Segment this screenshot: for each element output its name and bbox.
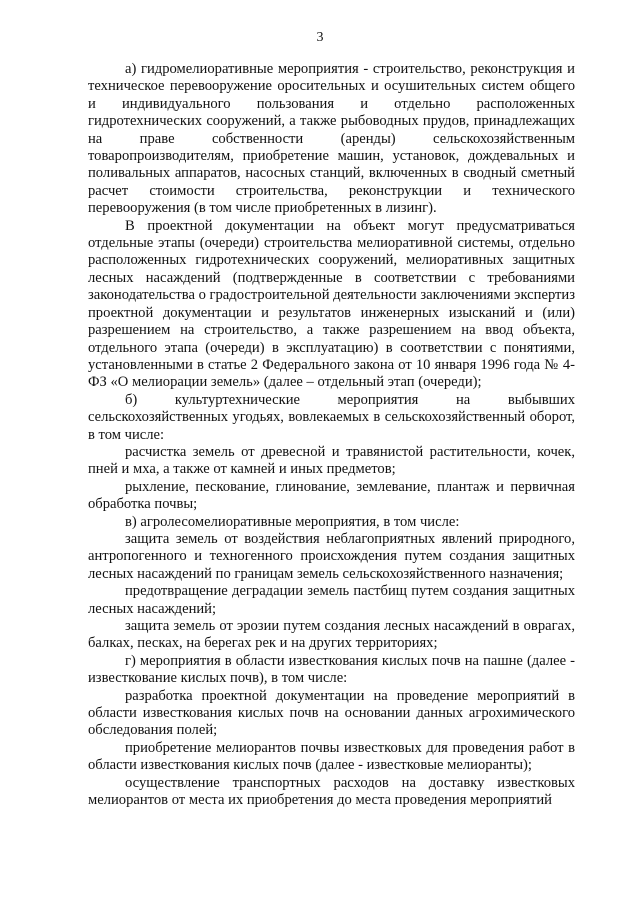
paragraph: В проектной документации на объект могут предусматриваться отдельные этапы (очереди) строительства мелиоративной системы, отдельно расположенных гидротехнических сооружений, мелиоративных защитных лесных насаждений (подтвержденные в соответствии с требованиями законодательства о градостроительной деятельности заключениями экспертиз проектной документации и результатов инженерных изысканий и (или) разрешением на строительство, а также разрешением на ввод объекта, отдельного этапа (очереди) в эксплуатацию) в соответствии с понятиями, установленными в статье 2 Федерального закона от 10 января 1996 года № 4-ФЗ «О мелиорации земель» (далее – отдельный этап (очереди);	[88, 217, 575, 391]
paragraph: защита земель от эрозии путем создания лесных насаждений в оврагах, балках, песках, на берегах рек и на других территориях;	[88, 618, 575, 652]
document-body	[88, 61, 575, 809]
paragraph: а) гидромелиоративные мероприятия - строительство, реконструкция и техническое перевооружение оросительных и осушительных систем общего и индивидуального пользования и отдельно расположенных гидротехнических сооружений, а также рыбоводных прудов, принадлежащих на праве собственности (аренды) сельскохозяйственным товаропроизводителям, приобретение машин, установок, дождевальных и поливальных аппаратов, насосных станций, включенных в сводный сметный расчет стоимости строительства, реконструкции и технического перевооружения (в том числе приобретенных в лизинг).	[88, 61, 575, 217]
paragraph: расчистка земель от древесной и травянистой растительности, кочек, пней и мха, а также от камней и иных предметов;	[88, 443, 575, 478]
page-number: 3	[316, 30, 324, 45]
paragraph: осуществление транспортных расходов на доставку известковых мелиорантов от места их приобретения до места проведения мероприятий	[88, 774, 575, 809]
paragraph: б) культуртехнические мероприятия на выбывших сельскохозяйственных угодьях, вовлекаемых в сельскохозяйственный оборот, в том числе:	[88, 391, 575, 443]
paragraph: предотвращение деградации земель пастбищ путем создания защитных лесных насаждений;	[88, 583, 575, 617]
paragraph: г) мероприятия в области известкования кислых почв на пашне (далее - известкование кислых почв), в том числе:	[88, 652, 575, 687]
paragraph: в) агролесомелиоративные мероприятия, в том числе:	[125, 513, 460, 530]
paragraph: защита земель от воздействия неблагоприятных явлений природного, антропогенного и техногенного происхождения путем создания защитных лесных насаждений по границам земель сельскохозяйственного назначения;	[88, 530, 575, 582]
paragraph: рыхление, пескование, глинование, землевание, плантаж и первичная обработка почвы;	[88, 478, 575, 513]
paragraph: приобретение мелиорантов почвы известковых для проведения работ в области известкования кислых почв (далее - известковые мелиоранты);	[88, 739, 575, 774]
paragraph: разработка проектной документации на проведение мероприятий в области известкования кислых почв на основании данных агрохимического обследования полей;	[88, 687, 575, 739]
